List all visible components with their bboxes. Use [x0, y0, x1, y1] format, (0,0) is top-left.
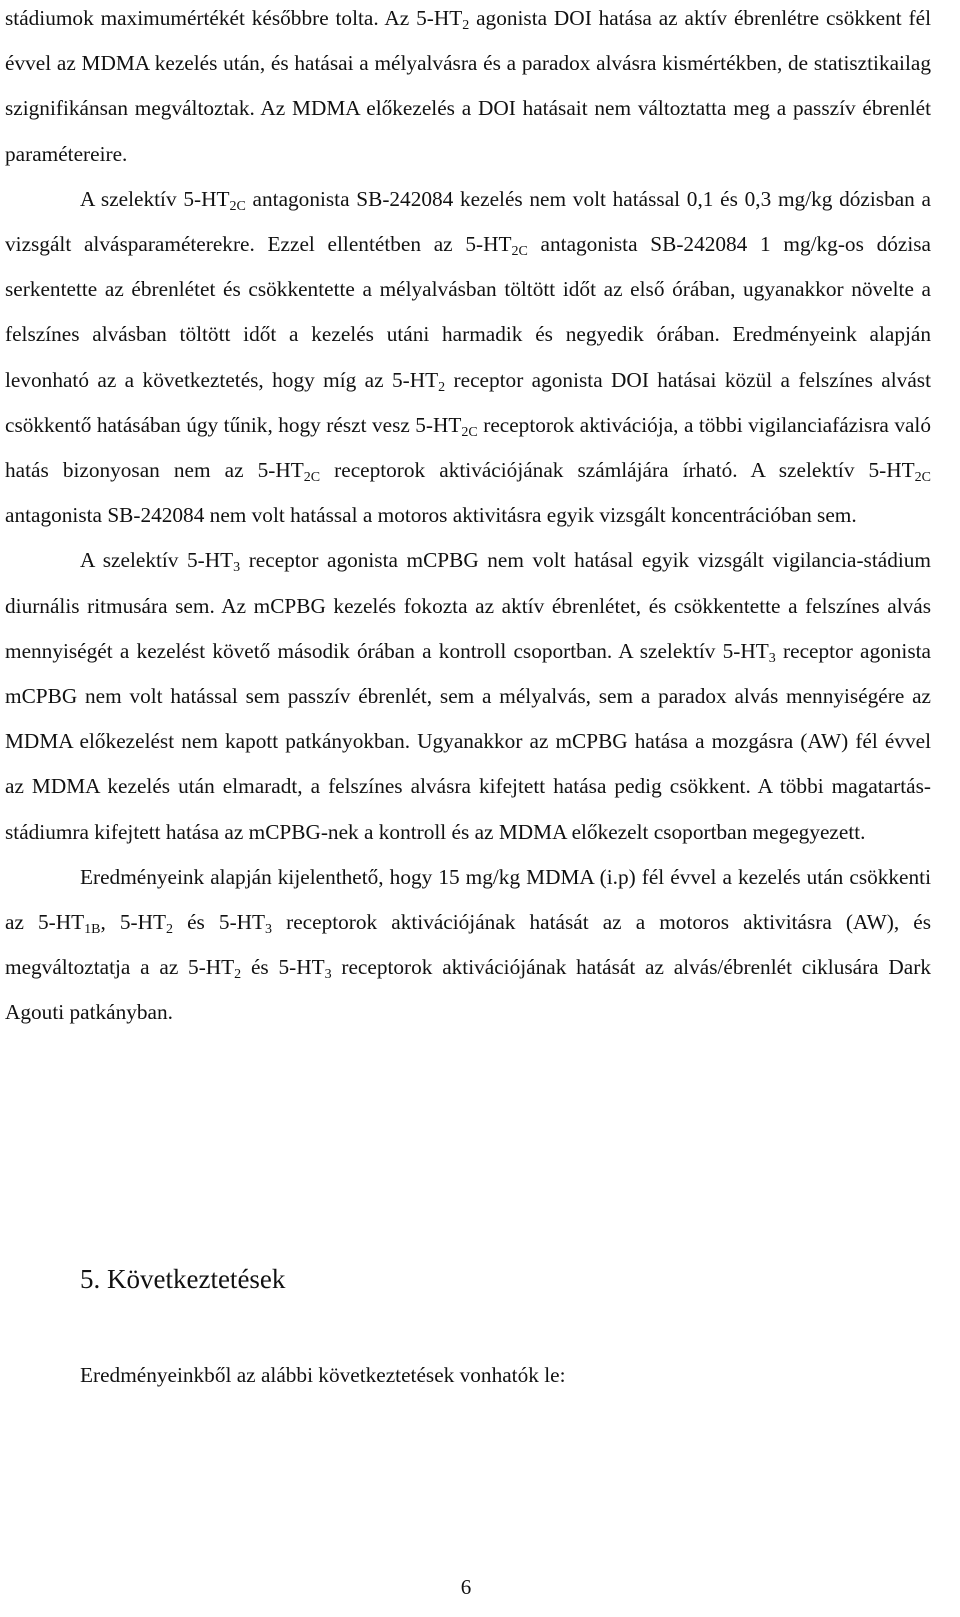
subscript: 3	[233, 560, 241, 576]
text-run: receptor agonista DOI hatásai közül a felszínes alvást csökkentő hatásában úgy tűnik, hogy részt vesz 5-HT	[5, 367, 931, 437]
text-run: receptorok aktivációjának számlájára írható. A szelektív 5-HT	[320, 458, 915, 483]
text-run: antagonista SB-242084 kezelés nem volt hatással 0,1 és 0,3 mg/kg dózisban a vizsgált alvásparaméterekre. Ezzel ellentétben az 5-HT	[5, 186, 931, 257]
subscript: 2C	[461, 424, 478, 440]
paragraph	[5, 538, 931, 854]
subscript: 3	[324, 967, 332, 983]
text-run: receptorok aktivációjának hatását az alvás/ébrenlét ciklusára Dark Agouti patkányban.	[5, 955, 931, 1025]
text-run: agonista DOI hatása az aktív ébrenlétre csökkent fél évvel az MDMA kezelés után, és hatásai a mélyalvásra és a paradox alvásra kismértékben, de statisztikailag szignifikánsan megváltoztak. Az MDMA előkezelés a DOI hatásait nem változtatta meg a passzív ébrenlét paramétereire.	[5, 6, 931, 166]
text-run: A szelektív 5-HT	[80, 548, 234, 573]
text-run: , 5-HT	[100, 910, 167, 935]
subscript: 2C	[303, 470, 321, 486]
section-lead-text: Eredményeinkből az alábbi következtetések vonhatók le:	[80, 1363, 566, 1387]
subscript: 2C	[229, 198, 246, 214]
text-run: Eredményeink alapján kijelenthető, hogy 15 mg/kg MDMA (i.p) fél évvel a kezelés után csökkenti az 5-HT	[5, 864, 931, 935]
paragraph	[5, 0, 931, 177]
text-run: receptorok aktivációjának hatását az a motoros aktivitásra (AW), és megváltoztatja a az 5-HT	[5, 910, 932, 980]
subscript: 2	[438, 379, 446, 395]
body-text	[5, 0, 931, 1036]
subscript: 2	[234, 967, 242, 983]
subscript: 2	[166, 922, 174, 938]
text-run: stádiumok maximumértékét későbbre tolta. Az 5-HT	[5, 6, 463, 30]
subscript: 2C	[511, 244, 528, 260]
subscript: 1B	[84, 922, 101, 938]
text-run: és 5-HT	[241, 955, 325, 980]
text-run: receptor agonista mCPBG nem volt hatással sem passzív ébrenlét, sem a mélyalvás, sem a paradox alvás mennyiségére az MDMA előkezelést nem kapott patkányokban. Ugyanakkor az mCPBG hatása a mozgásra (AW) fél évvel az MDMA kezelés után elmaradt, a felszínes alvásra kifejtett hatása pedig csökkent. A többi magatartás-stádiumra kifejtett hatása az mCPBG-nek a kontroll és az MDMA előkezelt csoportban megegyezett.	[5, 638, 931, 844]
text-run: és 5-HT	[173, 910, 266, 935]
text-run: receptor agonista mCPBG nem volt hatásal egyik vizsgált vigilancia-stádium diurnális ritmusára sem. Az mCPBG kezelés fokozta az aktív ébrenlétet, és csökkentette a felszínes alvás mennyiségét a kezelést követő második órában a kontroll csoportban. A szelektív 5-HT	[5, 548, 931, 663]
text-run: A szelektív 5-HT	[80, 186, 230, 211]
subscript: 2	[462, 18, 470, 33]
paragraph	[5, 855, 931, 1036]
page-number: 6	[460, 1575, 472, 1599]
subscript: 2C	[914, 470, 932, 486]
section-heading: 5. Következtetések	[80, 1264, 286, 1294]
text-run: antagonista SB-242084 nem volt hatással a motoros aktivitásra egyik vizsgált koncentrációban sem.	[5, 503, 857, 528]
subscript: 3	[265, 922, 273, 938]
paragraph	[5, 177, 931, 539]
text-run: receptorok aktivációja, a többi vigilanciafázisra való hatás bizonyosan nem az 5-HT	[5, 412, 931, 483]
subscript: 3	[768, 650, 776, 666]
text-run: antagonista SB-242084 1 mg/kg-os dózisa serkentette az ébrenlétet és csökkentette a mélyalvásban töltött időt az első órában, ugyanakkor növelte a felszínes alvásban töltött időt a kezelés utáni harmadik és negyedik órában. Eredményeink alapján levonható az a következtetés, hogy míg az 5-HT	[5, 232, 931, 392]
